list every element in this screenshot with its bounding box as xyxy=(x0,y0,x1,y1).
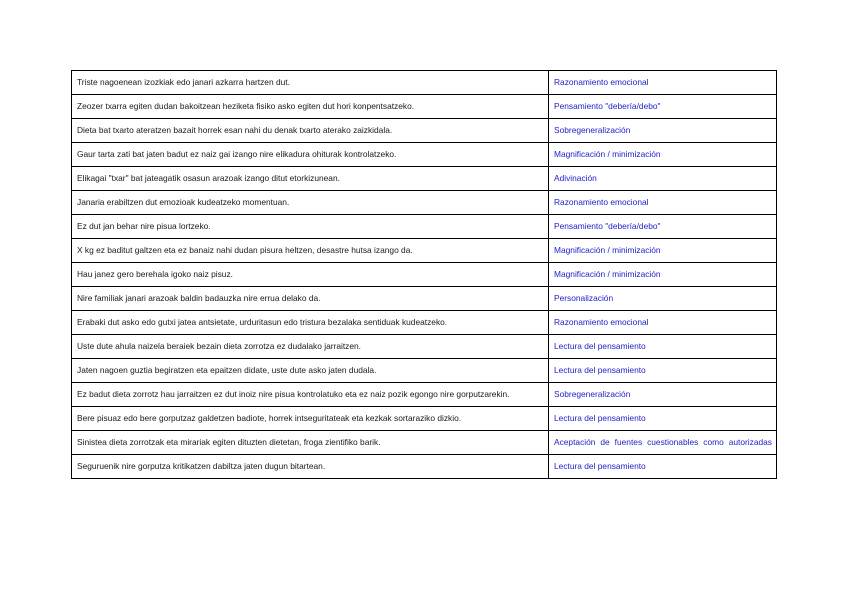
table-row xyxy=(72,143,777,167)
table-row xyxy=(72,287,777,311)
table-row xyxy=(72,263,777,287)
table-row xyxy=(72,455,777,479)
table-row xyxy=(72,95,777,119)
distortion-cell: Personalización xyxy=(549,287,777,311)
statement-cell: Elikagai "txar" bat jateagatik osasun arazoak izango ditut etorkizunean. xyxy=(72,167,549,191)
table-row xyxy=(72,311,777,335)
statement-cell: Ez dut jan behar nire pisua lortzeko. xyxy=(72,215,549,239)
statement-cell: Ez badut dieta zorrotz hau jarraitzen ez dut inoiz nire pisua kontrolatuko eta ez naiz pozik egongo nire gorputzarekin. xyxy=(72,383,549,407)
table-row xyxy=(72,71,777,95)
statement-cell: Bere pisuaz edo bere gorputzaz galdetzen badiote, horrek intseguritateak eta kezkak sortaraziko dizkio. xyxy=(72,407,549,431)
distortion-cell: Adivinación xyxy=(549,167,777,191)
table-row xyxy=(72,359,777,383)
distortion-cell: Pensamiento "debería/debo" xyxy=(549,215,777,239)
statement-cell: Janaria erabiltzen dut emozioak kudeatzeko momentuan. xyxy=(72,191,549,215)
statement-cell: Gaur tarta zati bat jaten badut ez naiz gai izango nire elikadura ohiturak kontrolatzeko. xyxy=(72,143,549,167)
statement-cell: Jaten nagoen guztia begiratzen eta epaitzen didate, uste dute asko jaten dudala. xyxy=(72,359,549,383)
table-row xyxy=(72,383,777,407)
statement-cell: Triste nagoenean izozkiak edo janari azkarra hartzen dut. xyxy=(72,71,549,95)
statement-cell: Seguruenik nire gorputza kritikatzen dabiltza jaten dugun bitartean. xyxy=(72,455,549,479)
distortion-cell: Pensamiento "debería/debo" xyxy=(549,95,777,119)
table-row xyxy=(72,119,777,143)
statement-cell: Uste dute ahula naizela beraiek bezain dieta zorrotza ez dudalako jarraitzen. xyxy=(72,335,549,359)
table-row xyxy=(72,239,777,263)
table-row xyxy=(72,407,777,431)
distortion-cell: Razonamiento emocional xyxy=(549,191,777,215)
statement-cell: Dieta bat txarto ateratzen bazait horrek esan nahi du denak txarto aterako zaizkidala. xyxy=(72,119,549,143)
table-row xyxy=(72,191,777,215)
distortion-cell: Aceptación de fuentes cuestionables como autorizadas xyxy=(549,431,777,455)
cognitive-distortions-table xyxy=(71,70,777,479)
statement-cell: Sinistea dieta zorrotzak eta mirariak egiten dituzten dietetan, froga zientifiko barik. xyxy=(72,431,549,455)
table-row xyxy=(72,167,777,191)
distortion-cell: Magnificación / minimización xyxy=(549,143,777,167)
statement-cell: X kg ez baditut galtzen eta ez banaiz nahi dudan pisura heltzen, desastre hutsa izango da. xyxy=(72,239,549,263)
distortion-cell: Lectura del pensamiento xyxy=(549,335,777,359)
distortion-cell: Sobregeneralización xyxy=(549,383,777,407)
distortion-cell: Lectura del pensamiento xyxy=(549,359,777,383)
table-row xyxy=(72,335,777,359)
distortion-cell: Razonamiento emocional xyxy=(549,311,777,335)
statement-cell: Nire familiak janari arazoak baldin badauzka nire errua delako da. xyxy=(72,287,549,311)
distortion-cell: Lectura del pensamiento xyxy=(549,455,777,479)
distortion-cell: Magnificación / minimización xyxy=(549,263,777,287)
table-body xyxy=(72,71,777,479)
distortion-cell: Lectura del pensamiento xyxy=(549,407,777,431)
statement-cell: Zeozer txarra egiten dudan bakoitzean heziketa fisiko asko egiten dut hori konpentsatzeko. xyxy=(72,95,549,119)
distortion-cell: Magnificación / minimización xyxy=(549,239,777,263)
statement-cell: Hau janez gero berehala igoko naiz pisuz. xyxy=(72,263,549,287)
distortion-cell: Sobregeneralización xyxy=(549,119,777,143)
distortion-cell: Razonamiento emocional xyxy=(549,71,777,95)
statement-cell: Erabaki dut asko edo gutxi jatea antsietate, urduritasun edo tristura bezalaka sentiduak kudeatzeko. xyxy=(72,311,549,335)
table-row xyxy=(72,215,777,239)
table-row xyxy=(72,431,777,455)
